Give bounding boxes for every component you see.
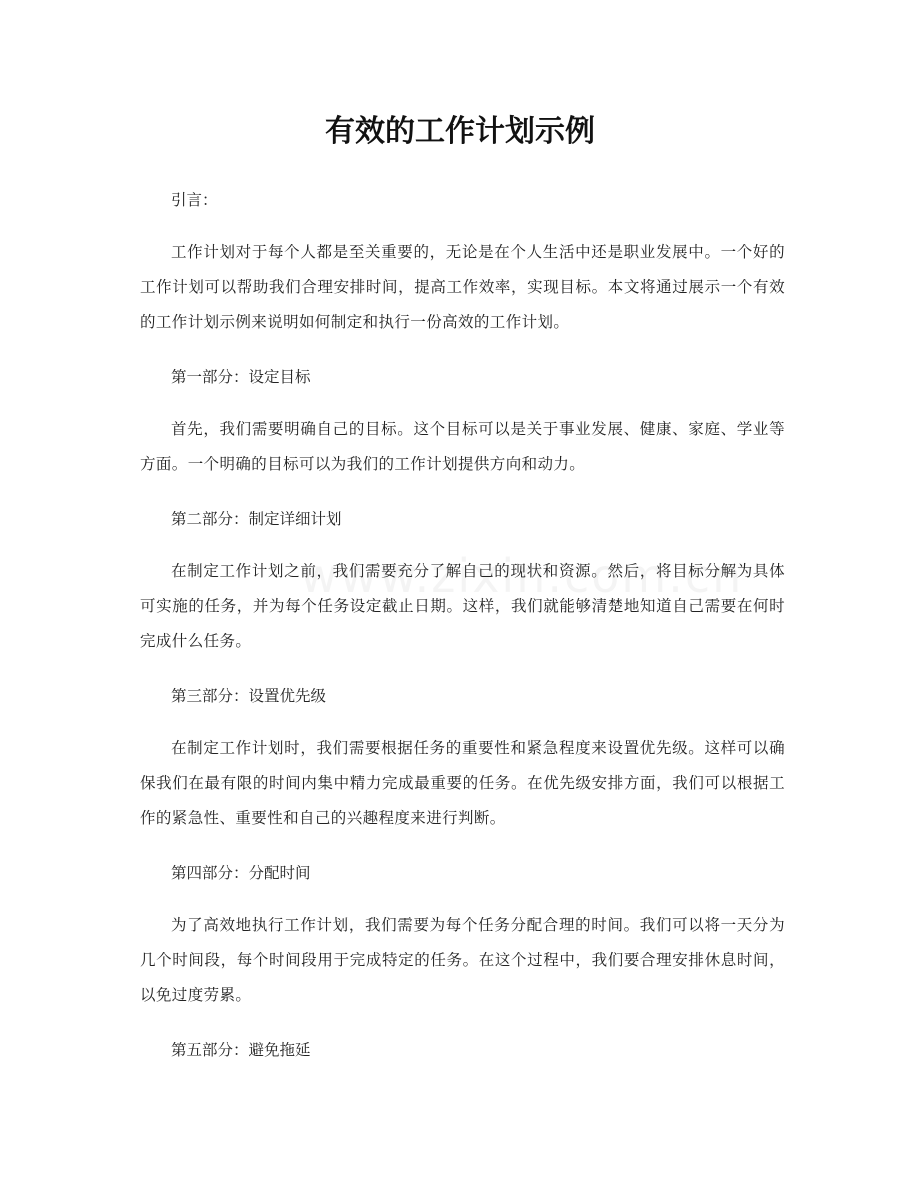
section-heading-3: 第三部分：设置优先级 (171, 687, 327, 705)
document-body (140, 183, 785, 1085)
intro-paragraph: 工作计划对于每个人都是至关重要的，无论是在个人生活中还是职业发展中。一个好的工作计划可以帮助我们合理安排时间，提高工作效率，实现目标。本文将通过展示一个有效的工作计划示例来说明如何制定和执行一份高效的工作计划。 (140, 243, 785, 331)
section-heading-2: 第二部分：制定详细计划 (171, 510, 342, 528)
section-paragraph-3: 在制定工作计划时，我们需要根据任务的重要性和紧急程度来设置优先级。这样可以确保我们在最有限的时间内集中精力完成最重要的任务。在优先级安排方面，我们可以根据工作的紧急性、重要性和自己的兴趣程度来进行判断。 (140, 739, 785, 827)
section-paragraph-1: 首先，我们需要明确自己的目标。这个目标可以是关于事业发展、健康、家庭、学业等方面。一个明确的目标可以为我们的工作计划提供方向和动力。 (140, 420, 785, 473)
section-heading-5: 第五部分：避免拖延 (171, 1041, 311, 1059)
section-paragraph-2: 在制定工作计划之前，我们需要充分了解自己的现状和资源。然后，将目标分解为具体可实施的任务，并为每个任务设定截止日期。这样，我们就能够清楚地知道自己需要在何时完成什么任务。 (140, 562, 785, 650)
section-heading-4: 第四部分：分配时间 (171, 864, 311, 882)
section-paragraph-4: 为了高效地执行工作计划，我们需要为每个任务分配合理的时间。我们可以将一天分为几个时间段，每个时间段用于完成特定的任务。在这个过程中，我们要合理安排休息时间，以免过度劳累。 (140, 916, 785, 1004)
section-heading-1: 第一部分：设定目标 (171, 368, 311, 386)
intro-label: 引言： (171, 191, 218, 209)
document-title: 有效的工作计划示例 (325, 114, 595, 149)
